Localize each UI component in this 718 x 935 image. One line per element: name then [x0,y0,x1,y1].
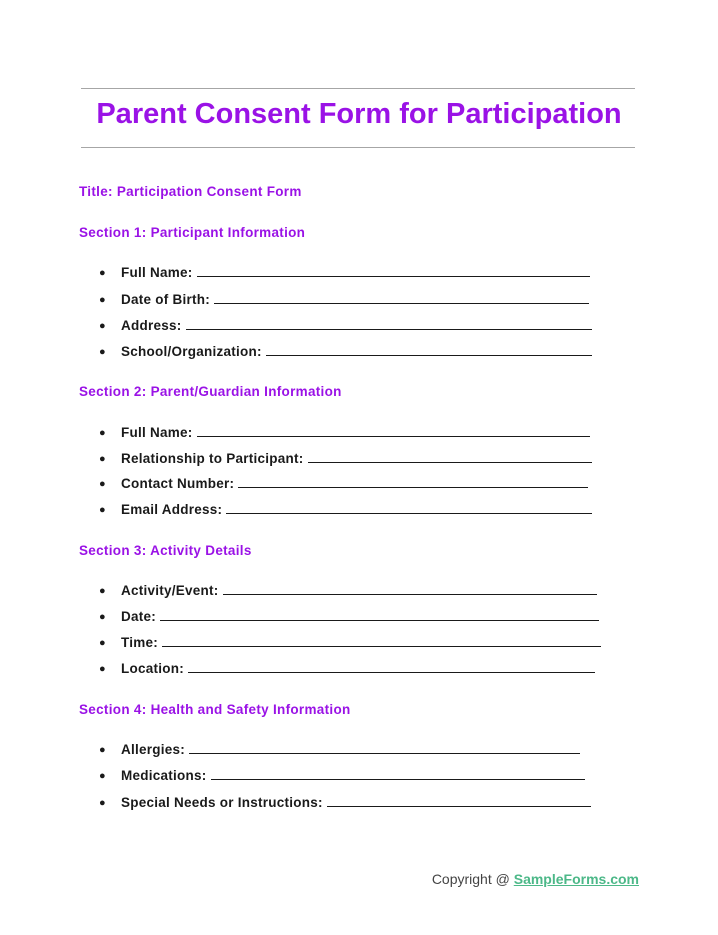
field-label: Activity/Event: [121,583,219,598]
blank-line[interactable] [162,635,601,647]
section-2-heading: Section 2: Parent/Guardian Information [79,384,342,399]
field-allergies[interactable]: ● Allergies: [99,742,580,757]
blank-line[interactable] [266,344,592,356]
field-medications[interactable]: ● Medications: [99,768,585,783]
blank-line[interactable] [226,502,592,514]
field-label: Allergies: [121,742,186,757]
field-location[interactable]: ● Location: [99,661,595,676]
field-label: Special Needs or Instructions: [121,795,323,810]
field-label: School/Organization: [121,344,262,359]
blank-line[interactable] [223,583,597,595]
blank-line[interactable] [188,661,595,673]
brand-link[interactable]: SampleForms.com [513,871,639,887]
copyright-text: Copyright @ [431,871,514,887]
field-address[interactable]: ● Address: [99,318,592,333]
field-time[interactable]: ● Time: [99,635,601,650]
field-special-needs[interactable]: ● Special Needs or Instructions: [99,795,591,810]
field-guardian-full-name[interactable]: ● Full Name: [99,425,590,440]
field-activity-event[interactable]: ● Activity/Event: [99,583,597,598]
field-email-address[interactable]: ● Email Address: [99,502,592,517]
field-label: Email Address: [121,502,223,517]
header-rule-bottom [81,147,635,148]
blank-line[interactable] [160,609,599,621]
field-date-of-birth[interactable]: ● Date of Birth: [99,292,589,307]
page-title: Parent Consent Form for Participation [96,98,622,130]
field-label: Relationship to Participant: [121,451,304,466]
field-date[interactable]: ● Date: [99,609,599,624]
blank-line[interactable] [189,742,580,754]
field-full-name[interactable]: ● Full Name: [99,265,590,280]
section-3-heading: Section 3: Activity Details [79,543,252,558]
field-label: Date: [121,609,157,624]
blank-line[interactable] [238,476,588,488]
field-label: Location: [121,661,184,676]
section-4-heading: Section 4: Health and Safety Information [79,702,351,717]
field-label: Time: [121,635,159,650]
blank-line[interactable] [214,292,589,304]
footer-copyright [432,871,639,887]
field-label: Date of Birth: [121,292,210,307]
blank-line[interactable] [186,318,592,330]
form-subtitle: Title: Participation Consent Form [79,184,302,199]
field-contact-number[interactable]: ● Contact Number: [99,476,588,491]
field-label: Full Name: [121,265,193,280]
field-relationship[interactable]: ● Relationship to Participant: [99,451,592,466]
field-label: Medications: [121,768,207,783]
blank-line[interactable] [308,451,592,463]
field-label: Full Name: [121,425,193,440]
header-rule-top [81,88,635,89]
blank-line[interactable] [197,425,590,437]
field-school-organization[interactable]: ● School/Organization: [99,344,592,359]
field-label: Contact Number: [121,476,235,491]
blank-line[interactable] [197,265,590,277]
section-1-heading: Section 1: Participant Information [79,225,306,240]
field-label: Address: [121,318,182,333]
blank-line[interactable] [327,795,591,807]
blank-line[interactable] [211,768,585,780]
